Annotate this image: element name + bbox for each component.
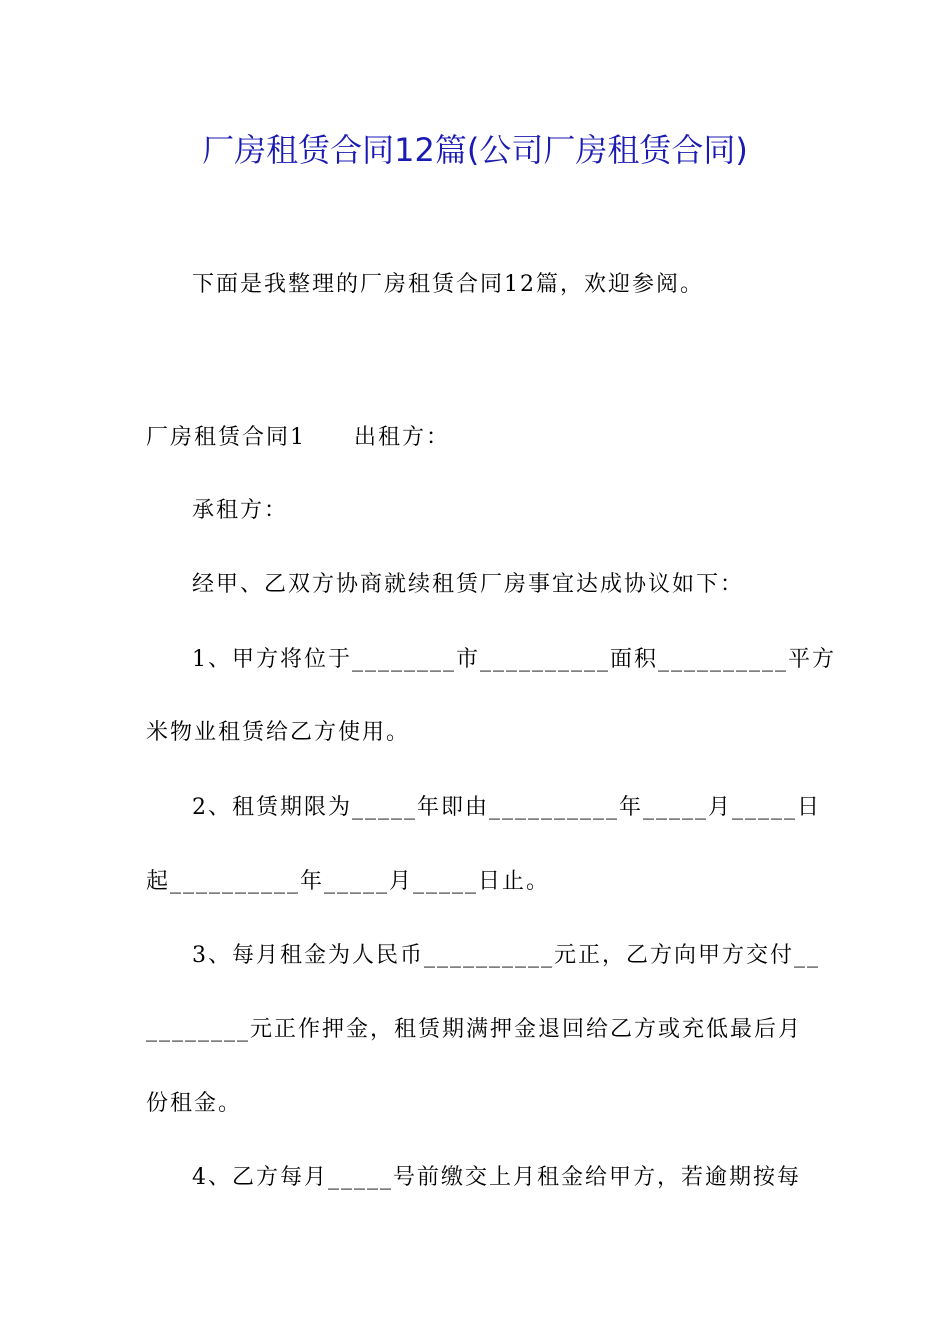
lessee-label: 承租方： <box>192 498 289 523</box>
text-line: 起__________年_____月_____日止。 <box>146 869 551 894</box>
text-line: 4、乙方每月_____号前缴交上月租金给甲方，若逾期按每 <box>192 1165 801 1190</box>
text-line: 经甲、乙双方协商就续租赁厂房事宜达成协议如下： <box>192 572 745 597</box>
text-line: ________元正作押金，租赁期满押金退回给乙方或充低最后月 <box>146 1017 803 1042</box>
intro-paragraph: 下面是我整理的厂房租赁合同12篇，欢迎参阅。 <box>192 272 704 297</box>
lessor-label: 出租方： <box>354 425 451 450</box>
text-line: 份租金。 <box>146 1091 243 1116</box>
text-line: 3、每月租金为人民币__________元正，乙方向甲方交付__ <box>192 943 820 968</box>
section-heading: 厂房租赁合同1 <box>146 425 306 450</box>
text-line: 米物业租赁给乙方使用。 <box>146 720 411 745</box>
text-line: 2、租赁期限为_____年即由__________年_____月_____日 <box>192 795 821 820</box>
document-title: 厂房租赁合同12篇(公司厂房租赁合同) <box>202 131 748 169</box>
text-line: 1、甲方将位于________市__________面积__________平方 <box>192 647 836 672</box>
section-heading-row <box>146 423 450 453</box>
